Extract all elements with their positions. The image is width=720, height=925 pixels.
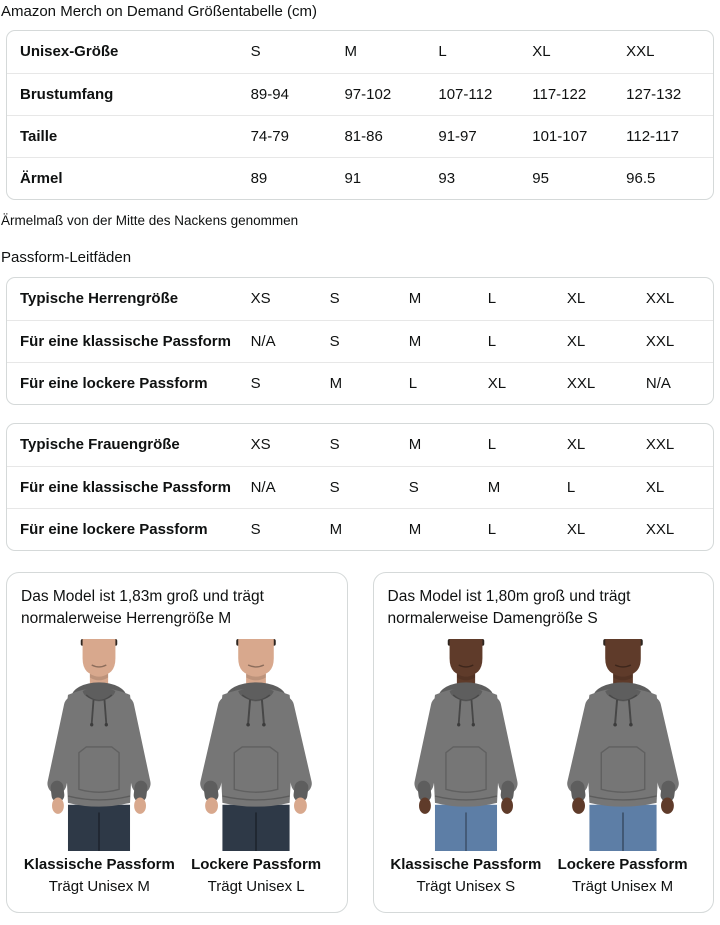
row-label: Typische Frauengröße [20,436,180,454]
row-label: Ärmel [7,157,251,199]
table-cell: 112-117 [626,115,713,157]
column-header: XXL [626,43,655,61]
page-title: Amazon Merch on Demand Größentabelle (cm) [1,3,317,20]
table-cell: XXL [645,436,675,454]
model-figure-loose [178,639,335,898]
row-label: Für eine lockere Passform [7,508,251,550]
size-worn-label: Trägt Unisex M [48,877,150,895]
table-row [7,466,713,508]
table-cell: S [251,508,330,550]
row-label: Für eine lockere Passform [7,362,251,404]
table-cell: N/A [646,362,713,404]
table-cell: XXL [646,320,713,362]
table-cell: 127-132 [626,73,713,115]
table-cell: 107-112 [438,73,532,115]
table-row [7,157,713,199]
table-cell: 91-97 [438,115,532,157]
table-cell: S [251,362,330,404]
table-cell: M [409,320,488,362]
sleeve-measure-note: Ärmelmaß von der Mitte des Nackens genommen [1,213,299,228]
row-label: Taille [7,115,251,157]
womens-fit-table [6,423,714,551]
table-cell: XL [566,436,586,454]
table-cell: XL [488,362,567,404]
size-worn-label: Trägt Unisex L [207,877,305,895]
table-cell: S [330,320,409,362]
female-loose-fit-model-image [544,639,702,851]
fit-label: Lockere Passform [191,856,322,873]
table-cell: N/A [251,320,330,362]
table-cell: XL [646,466,713,508]
table-cell: M [409,508,488,550]
table-row [7,424,713,466]
table-cell: N/A [251,466,330,508]
womens-model-card [373,572,715,913]
table-cell: L [487,436,497,454]
table-cell: XS [250,436,271,454]
table-cell: 91 [344,157,438,199]
table-cell: XL [567,508,646,550]
table-cell: M [330,362,409,404]
table-cell: L [567,466,646,508]
table-cell: M [330,508,409,550]
table-cell: XXL [646,508,713,550]
table-cell: 95 [532,157,626,199]
table-row [7,320,713,362]
mens-model-card [6,572,348,913]
table-cell: XL [566,290,586,308]
model-cards [6,572,714,913]
female-classic-fit-model-image [393,639,539,851]
row-label: Typische Herrengröße [20,290,179,308]
table-cell: L [409,362,488,404]
fit-guides-heading: Passform-Leitfäden [1,249,132,266]
table-row [7,115,713,157]
row-label: Für eine klassische Passform [7,466,251,508]
table-cell: 97-102 [344,73,438,115]
column-header: XL [532,43,551,61]
table-cell: M [488,466,567,508]
model-description: Das Model ist 1,80m groß und trägt normalerweise Damengröße S [387,588,631,627]
table-cell: S [329,436,340,454]
unisex-size-table [6,30,714,200]
table-cell: XS [250,290,271,308]
table-cell: S [330,466,409,508]
row-label: Für eine klassische Passform [7,320,251,362]
table-cell: S [329,290,340,308]
table-cell: 74-79 [251,115,345,157]
table-cell: M [408,436,422,454]
table-cell: 89 [251,157,345,199]
fit-label: Klassische Passform [390,856,542,873]
fit-label: Lockere Passform [557,856,688,873]
table-cell: L [488,320,567,362]
table-cell: XXL [645,290,675,308]
fit-label: Klassische Passform [23,856,175,873]
table-cell: 81-86 [344,115,438,157]
table-cell: 96.5 [626,157,713,199]
model-figure-classic [388,639,545,898]
table-row [7,73,713,115]
column-header: S [250,43,261,61]
model-figure-loose [544,639,701,898]
model-figure-classic [21,639,178,898]
row-label: Brustumfang [7,73,251,115]
table-cell: L [488,508,567,550]
table-cell: M [408,290,422,308]
male-classic-fit-model-image [26,639,172,851]
table-cell: 117-122 [532,73,626,115]
male-loose-fit-model-image [177,639,335,851]
table-cell: XL [567,320,646,362]
table-header-row [7,31,713,73]
mens-fit-table [6,277,714,405]
table-cell: XXL [567,362,646,404]
table-cell: 89-94 [251,73,345,115]
column-header: Unisex-Größe [20,43,119,61]
table-row [7,508,713,550]
model-description: Das Model ist 1,83m groß und trägt normalerweise Herrengröße M [21,588,264,627]
table-cell: L [487,290,497,308]
table-row [7,362,713,404]
size-worn-label: Trägt Unisex M [572,877,674,895]
table-cell: 93 [438,157,532,199]
table-cell: S [409,466,488,508]
size-worn-label: Trägt Unisex S [416,877,516,895]
column-header: M [344,43,357,61]
table-row [7,278,713,320]
table-cell: 101-107 [532,115,626,157]
column-header: L [438,43,447,61]
